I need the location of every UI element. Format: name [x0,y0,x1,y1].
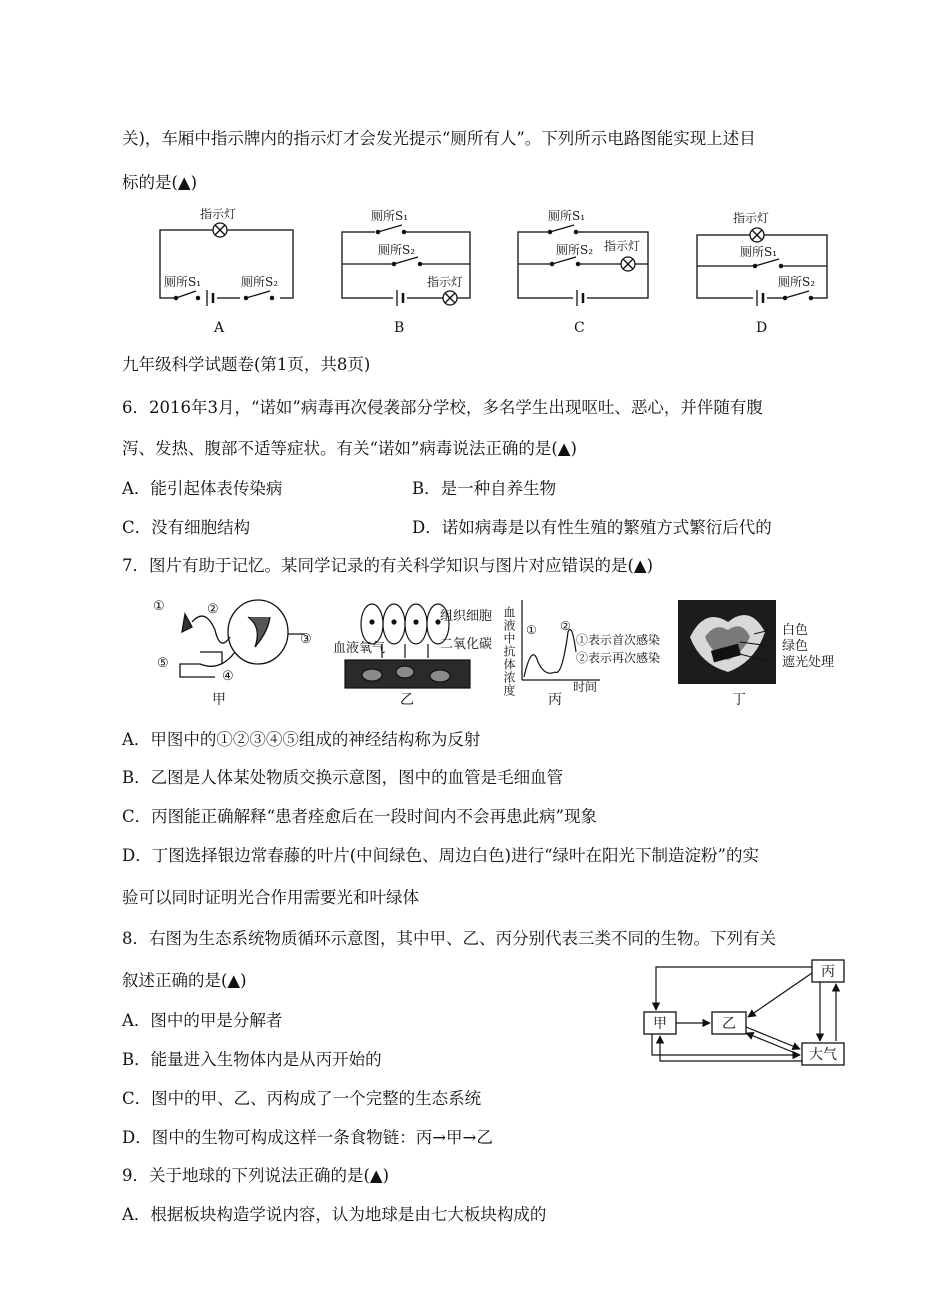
q8-option-a: A．图中的甲是分解者 [122,1011,283,1030]
bing-xlabel: 时间 [573,680,598,694]
q6-option-c: C．没有细胞结构 [122,518,251,537]
q7-figures [0,592,950,722]
ding-caption: 丁 [732,692,746,708]
jia-mark-2: ② [207,602,219,617]
circuit-b [342,225,470,308]
circuit-a-s1-label: 厕所S₁ [164,275,202,289]
q8-option-d: D．图中的生物可构成这样一条食物链：丙→甲→乙 [122,1128,493,1147]
circuit-a-s2-label: 厕所S₂ [241,275,279,289]
circuit-d-s2-label: 厕所S₂ [778,275,816,289]
q7-option-a: A．甲图中的①②③④⑤组成的神经结构称为反射 [122,730,481,749]
q6-option-a: A．能引起体表传染病 [122,479,283,498]
circuit-d-lamp-label: 指示灯 [733,211,770,225]
circuit-c [518,225,648,308]
bing-caption: 丙 [548,692,562,708]
q9-option-a: A．根据板块构造学说内容，认为地球是由七大板块构成的 [122,1205,547,1224]
q7-option-d-line2: 验可以同时证明光合作用需要光和叶绿体 [122,888,419,907]
node-bing: 丙 [821,964,835,980]
node-air: 大气 [809,1047,837,1063]
q8-stem-line1: 8．右图为生态系统物质循环示意图，其中甲、乙、丙分别代表三类不同的生物。下列有关 [122,929,776,948]
jia-mark-4: ④ [222,669,234,684]
q8-stem-line2: 叙述正确的是(▲) [122,971,247,990]
q6-stem-line2: 泻、发热、腹部不适等症状。有关“诺如”病毒说法正确的是(▲) [122,439,577,458]
circuit-b-lamp-label: 指示灯 [427,275,464,289]
ding-label-white: 白色 [782,623,809,638]
q7-stem: 7．图片有助于记忆。某同学记录的有关科学知识与图片对应错误的是(▲) [122,556,654,575]
q7-option-d-line1: D．丁图选择银边常春藤的叶片(中间绿色、周边白色)进行“绿叶在阳光下制造淀粉”的实 [122,846,759,865]
ding-label-shade: 遮光处理 [782,655,835,670]
bing-ylabel: 血液中抗体浓度 [502,606,516,697]
q6-option-d: D．诺如病毒是以有性生殖的繁殖方式繁衍后代的 [412,518,772,537]
q5-circuits [0,200,950,350]
q6-option-b: B．是一种自养生物 [412,479,557,498]
q5-text-line1: 关)，车厢中指示牌内的指示灯才会发光提示“厕所有人”。下列所示电路图能实现上述目 [122,129,756,148]
ding-label-green: 绿色 [782,639,809,654]
circuit-a-caption: A [214,320,225,336]
bing-legend-2: ②表示再次感染 [576,651,661,665]
circuit-c-lamp-label: 指示灯 [604,239,641,253]
q7-option-c: C．丙图能正确解释“患者痊愈后在一段时间内不会再患此病”现象 [122,807,597,826]
q5-text-line2: 标的是(▲) [122,173,198,192]
yi-label-co2: 二氧化碳 [440,637,493,652]
q8-option-c: C．图中的甲、乙、丙构成了一个完整的生态系统 [122,1089,482,1108]
circuit-c-s2-label: 厕所S₂ [556,243,594,257]
bing-legend-1: ①表示首次感染 [576,633,661,647]
q6-stem-line1: 6．2016年3月，“诺如”病毒再次侵袭部分学校，多名学生出现呕吐、恶心，并伴随有腹 [122,398,763,417]
bing-mark-2: ② [560,619,571,633]
page-footer: 九年级科学试题卷(第1页，共8页) [122,355,371,374]
yi-label-tissue-cell: 组织细胞 [440,609,493,624]
yi-caption: 乙 [400,692,414,708]
bing-mark-1: ① [526,623,537,637]
jia-mark-1: ① [153,599,165,614]
circuit-c-caption: C [574,320,585,336]
node-yi: 乙 [722,1016,736,1032]
yi-label-oxygen: 血液氧气 [333,641,386,656]
jia-caption: 甲 [212,692,226,708]
circuit-b-s2-label: 厕所S₂ [378,243,416,257]
q8-option-b: B．能量进入生物体内是从丙开始的 [122,1050,382,1069]
circuit-b-s1-label: 厕所S₁ [371,209,409,223]
circuit-b-caption: B [394,320,405,336]
circuit-a-lamp-label: 指示灯 [200,207,237,221]
q8-cycle-diagram [630,955,850,1075]
circuit-c-s1-label: 厕所S₁ [548,209,586,223]
node-jia: 甲 [653,1016,667,1032]
circuit-d [697,228,827,308]
q7-option-b: B．乙图是人体某处物质交换示意图，图中的血管是毛细血管 [122,768,564,787]
jia-mark-5: ⑤ [157,656,169,671]
q9-stem: 9．关于地球的下列说法正确的是(▲) [122,1166,390,1185]
circuit-a [160,223,293,308]
jia-mark-3: ③ [300,632,312,647]
figure-jia [180,600,305,677]
circuit-d-s1-label: 厕所S₁ [740,245,778,259]
figure-ding [678,600,776,684]
circuit-d-caption: D [756,320,768,336]
